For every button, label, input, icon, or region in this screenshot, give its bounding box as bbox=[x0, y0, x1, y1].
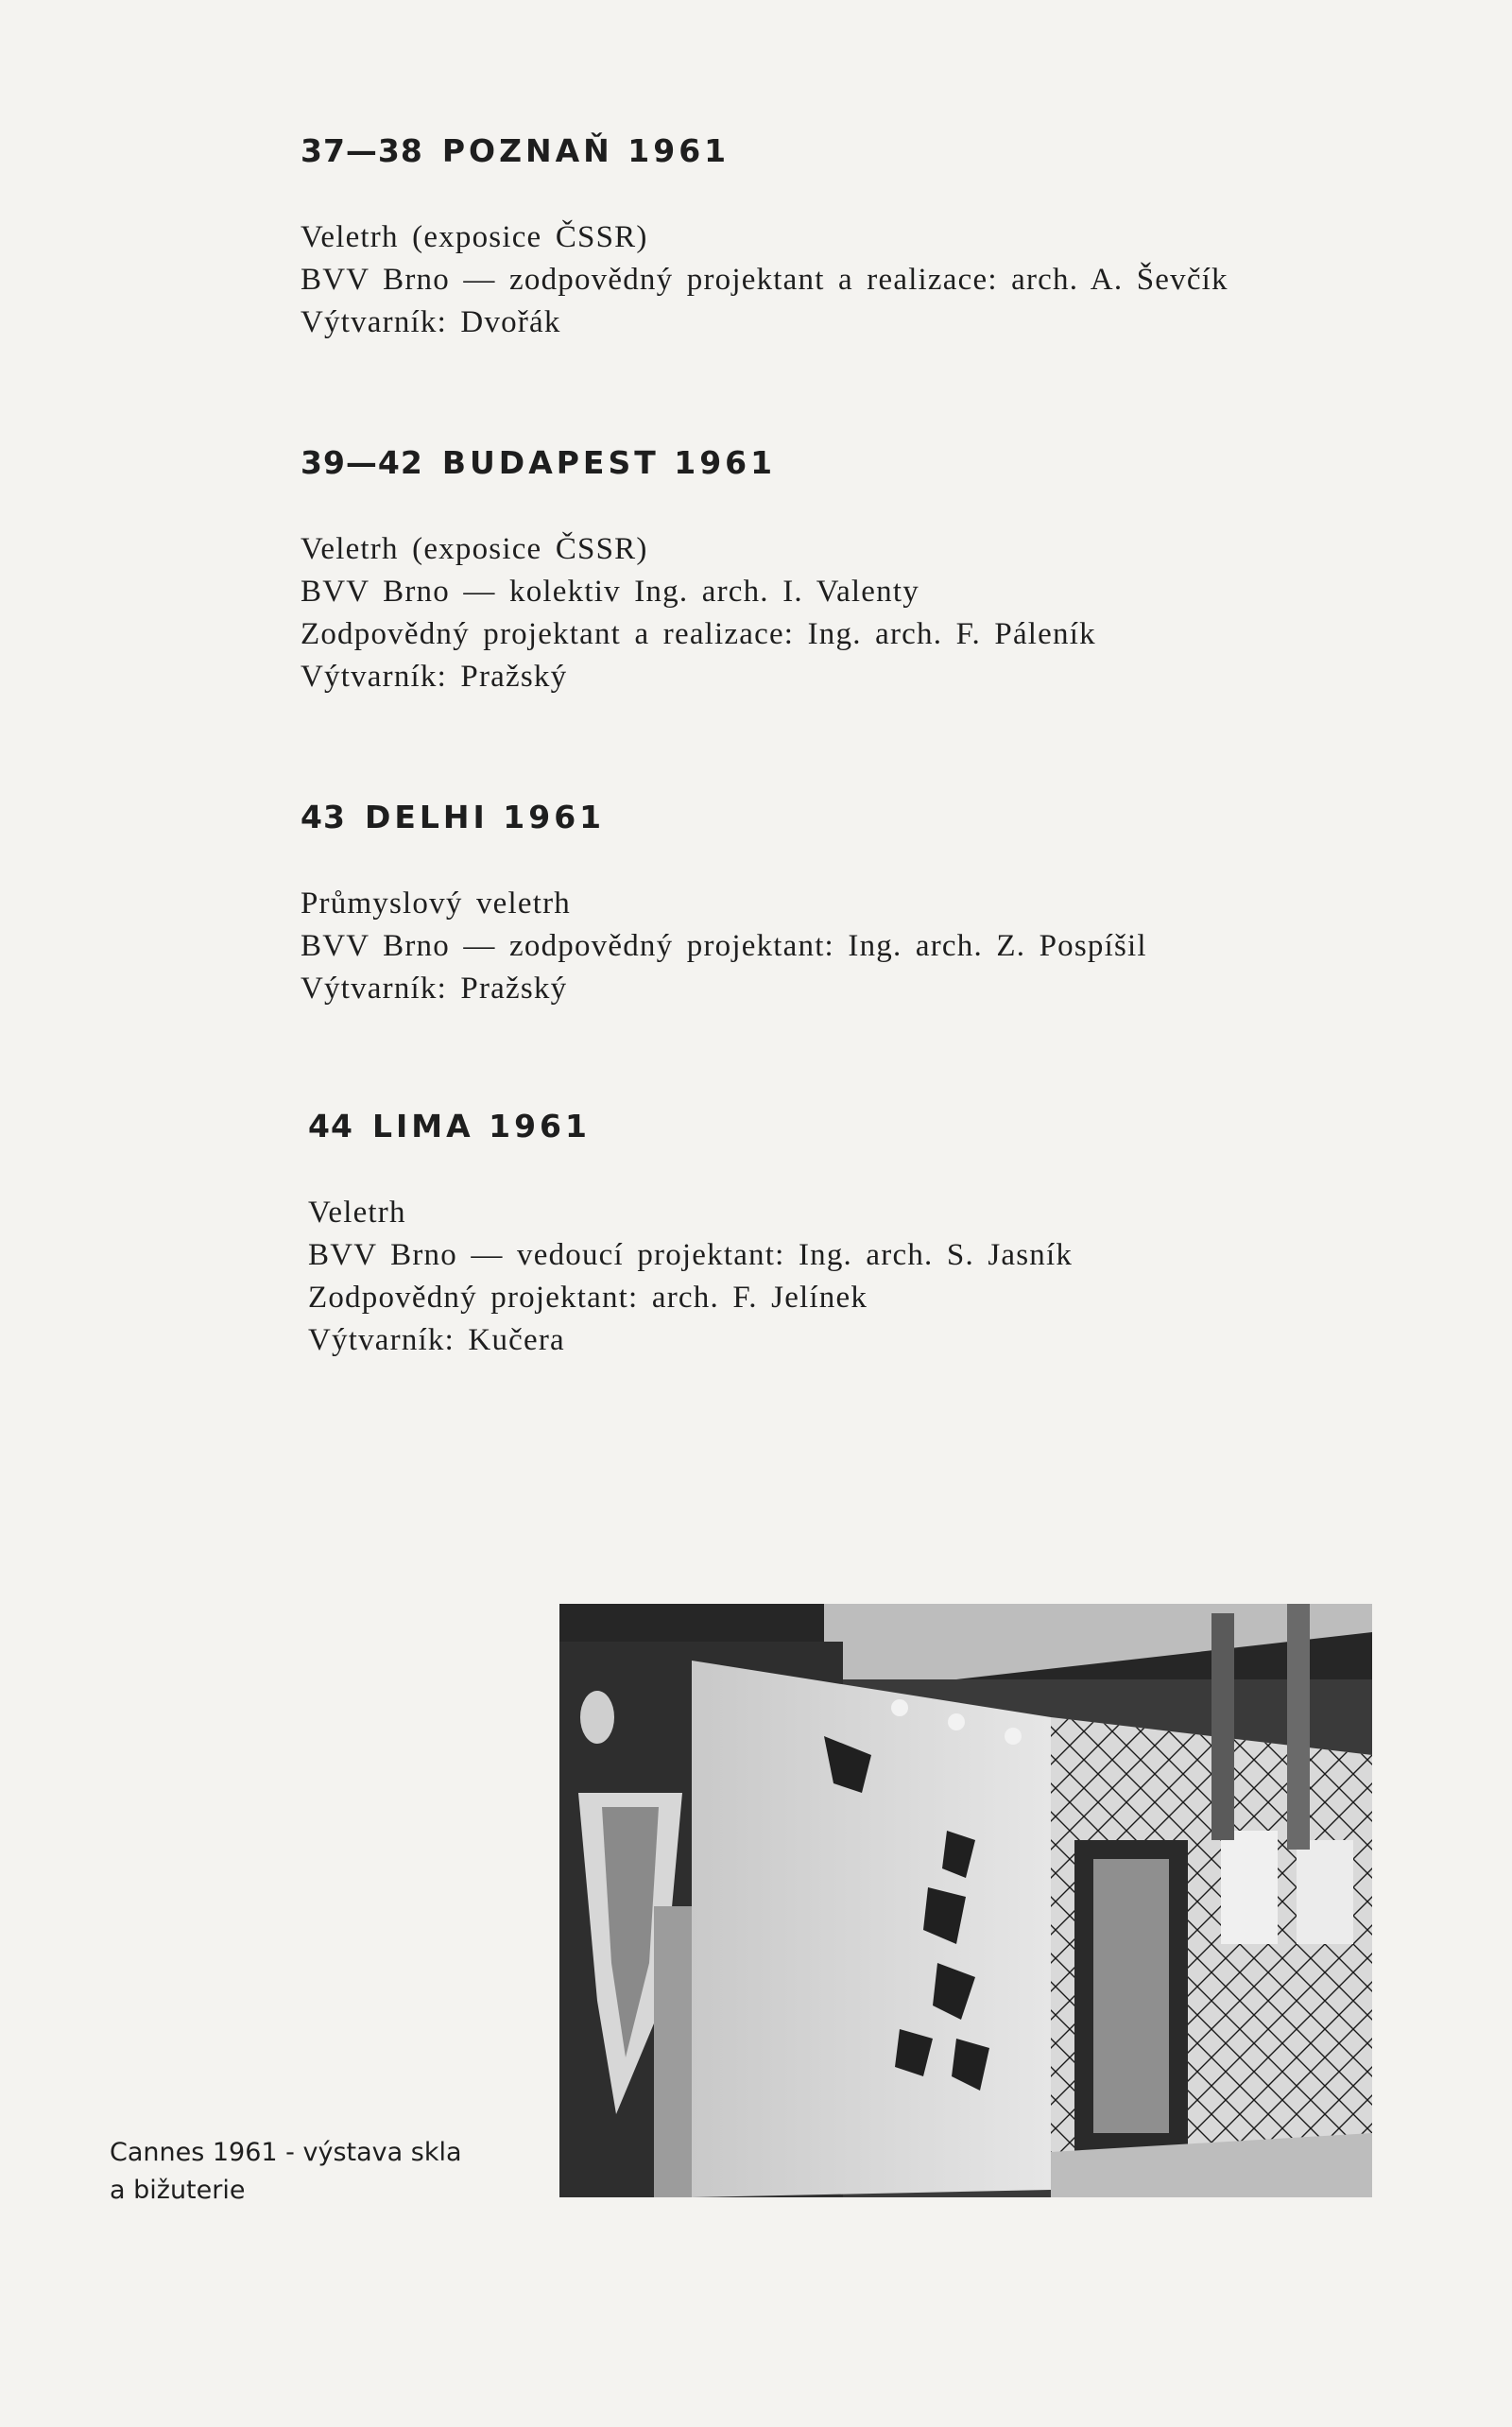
entry-details bbox=[301, 216, 1228, 344]
entry-line: BVV Brno — vedoucí projektant: Ing. arch. S. Jasník bbox=[308, 1238, 1074, 1272]
entry-heading bbox=[308, 1108, 1073, 1145]
entry-heading bbox=[301, 444, 1096, 481]
entry-heading bbox=[301, 799, 1147, 835]
exhibition-photo-illustration bbox=[559, 1604, 1372, 2197]
caption-line: Cannes 1961 - výstava skla bbox=[110, 2138, 462, 2167]
entry-line: Výtvarník: Pražský bbox=[301, 660, 568, 694]
entry-line: BVV Brno — zodpovědný projektant: Ing. arch. Z. Pospíšil bbox=[301, 929, 1147, 963]
exhibition-photo bbox=[559, 1604, 1372, 2197]
entry-line: BVV Brno — zodpovědný projektant a realizace: arch. A. Ševčík bbox=[301, 263, 1228, 297]
entry-poznan bbox=[301, 132, 1228, 344]
caption-line: a bižuterie bbox=[110, 2176, 246, 2205]
entry-line: Výtvarník: Dvořák bbox=[301, 305, 561, 339]
entry-number: 43 bbox=[301, 799, 346, 835]
entry-details bbox=[301, 528, 1096, 698]
entry-lima bbox=[308, 1108, 1073, 1362]
entry-number: 37—38 bbox=[301, 132, 423, 169]
entry-line: Průmyslový veletrh bbox=[301, 886, 571, 921]
photo-caption bbox=[110, 2134, 462, 2210]
entry-heading bbox=[301, 132, 1228, 169]
entry-line: Zodpovědný projektant a realizace: Ing. arch. F. Páleník bbox=[301, 617, 1096, 651]
entry-line: Veletrh bbox=[308, 1196, 406, 1230]
entry-title: LIMA 1961 bbox=[371, 1108, 591, 1145]
entry-line: Výtvarník: Pražský bbox=[301, 972, 568, 1006]
entry-title: BUDAPEST 1961 bbox=[441, 444, 777, 481]
entry-title: DELHI 1961 bbox=[364, 799, 606, 835]
entry-details bbox=[308, 1192, 1073, 1362]
entry-line: BVV Brno — kolektiv Ing. arch. I. Valenty bbox=[301, 575, 919, 609]
entry-line: Veletrh (exposice ČSSR) bbox=[301, 220, 648, 254]
entry-title: POZNAŇ 1961 bbox=[441, 132, 730, 169]
entry-line: Zodpovědný projektant: arch. F. Jelínek bbox=[308, 1281, 868, 1315]
entry-number: 39—42 bbox=[301, 444, 423, 481]
entry-line: Veletrh (exposice ČSSR) bbox=[301, 532, 648, 566]
entry-budapest bbox=[301, 444, 1096, 698]
entry-details bbox=[301, 883, 1147, 1010]
entry-line: Výtvarník: Kučera bbox=[308, 1323, 565, 1357]
entry-delhi bbox=[301, 799, 1147, 1010]
entry-number: 44 bbox=[308, 1108, 353, 1145]
